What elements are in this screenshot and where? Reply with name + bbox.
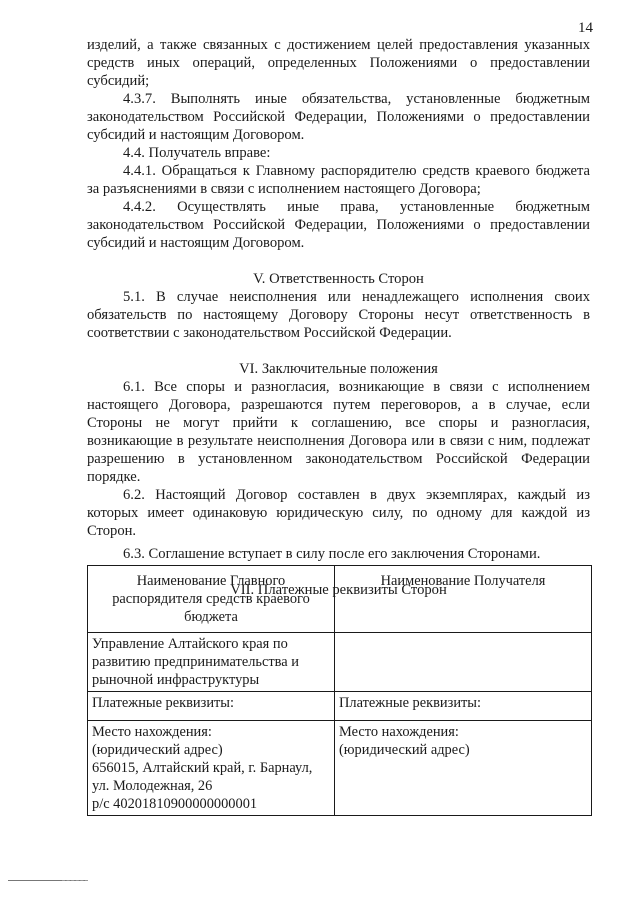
paragraph-continuation: изделий, а также связанных с достижением целей предоставления указанных средств иных операций, определенных Положениями о предоставлении субсидий; (87, 37, 590, 89)
paragraph-5-1: 5.1. В случае неисполнения или ненадлежащего исполнения своих обязательств по настоящему Договору Стороны несут ответственность в соответствии с законодательством Российской Федерации. (87, 289, 590, 341)
cell-address-right: Место нахождения: (юридический адрес) (335, 721, 592, 816)
table-header-row (88, 566, 592, 633)
table-row-address (88, 721, 592, 816)
paragraph-6-1: 6.1. Все споры и разногласия, возникающие в связи с исполнением настоящего Договора, разрешаются путем переговоров, а в случае, если Стороны не могут прийти к соглашению, все споры и разногласия, возникающие в результате неисполнения Договора или в связи с ним, подлежат разрешению в установленном законодательством Российской Федерации порядке. (87, 379, 590, 485)
header-cell-distributor: Наименование Главного распорядителя средств краевого бюджета (88, 566, 335, 633)
table-row-organization (88, 633, 592, 692)
cell-payment-right: Платежные реквизиты: (335, 692, 592, 721)
cell-organization-name: Управление Алтайского края по развитию предпринимательства и рыночной инфраструктуры (88, 633, 335, 692)
paragraph-4-4-2: 4.4.2. Осуществлять иные права, установленные бюджетным законодательством Российской Федерации, Положениями о предоставлении субсидий и настоящим Договором. (87, 199, 590, 251)
cell-recipient-name (335, 633, 592, 692)
page-number: 14 (578, 20, 593, 36)
section-5-heading: V. Ответственность Сторон (253, 271, 424, 287)
cell-address-left: Место нахождения: (юридический адрес) 656015, Алтайский край, г. Барнаул, ул. Молодежная, 26 р/с 40201810900000000001 (88, 721, 335, 816)
paragraph-6-2: 6.2. Настоящий Договор составлен в двух экземплярах, каждый из которых имеет одинаковую юридическую силу, по одному для каждой из Сторон. (87, 487, 590, 539)
cell-payment-left: Платежные реквизиты: (88, 692, 335, 721)
document-body (87, 36, 590, 599)
paragraph-4-3-7: 4.3.7. Выполнять иные обязательства, установленные бюджетным законодательством Российской Федерации, Положениями о предоставлении субсидий и настоящим Договором. (87, 91, 590, 143)
header-cell-recipient: Наименование Получателя (335, 566, 592, 633)
paragraph-4-4: 4.4. Получатель вправе: (123, 145, 271, 161)
payment-details-table (87, 565, 592, 816)
table-row-payment (88, 692, 592, 721)
paragraph-6-3: 6.3. Соглашение вступает в силу после его заключения Сторонами. (123, 546, 541, 562)
paragraph-4-4-1: 4.4.1. Обращаться к Главному распорядителю средств краевого бюджета за разъяснениями в связи с исполнением настоящего Договора; (87, 163, 590, 197)
footer-rule-dashed (62, 880, 88, 881)
section-7-heading: VII. Платежные реквизиты Сторон (230, 582, 447, 598)
section-6-heading: VI. Заключительные положения (239, 361, 438, 377)
